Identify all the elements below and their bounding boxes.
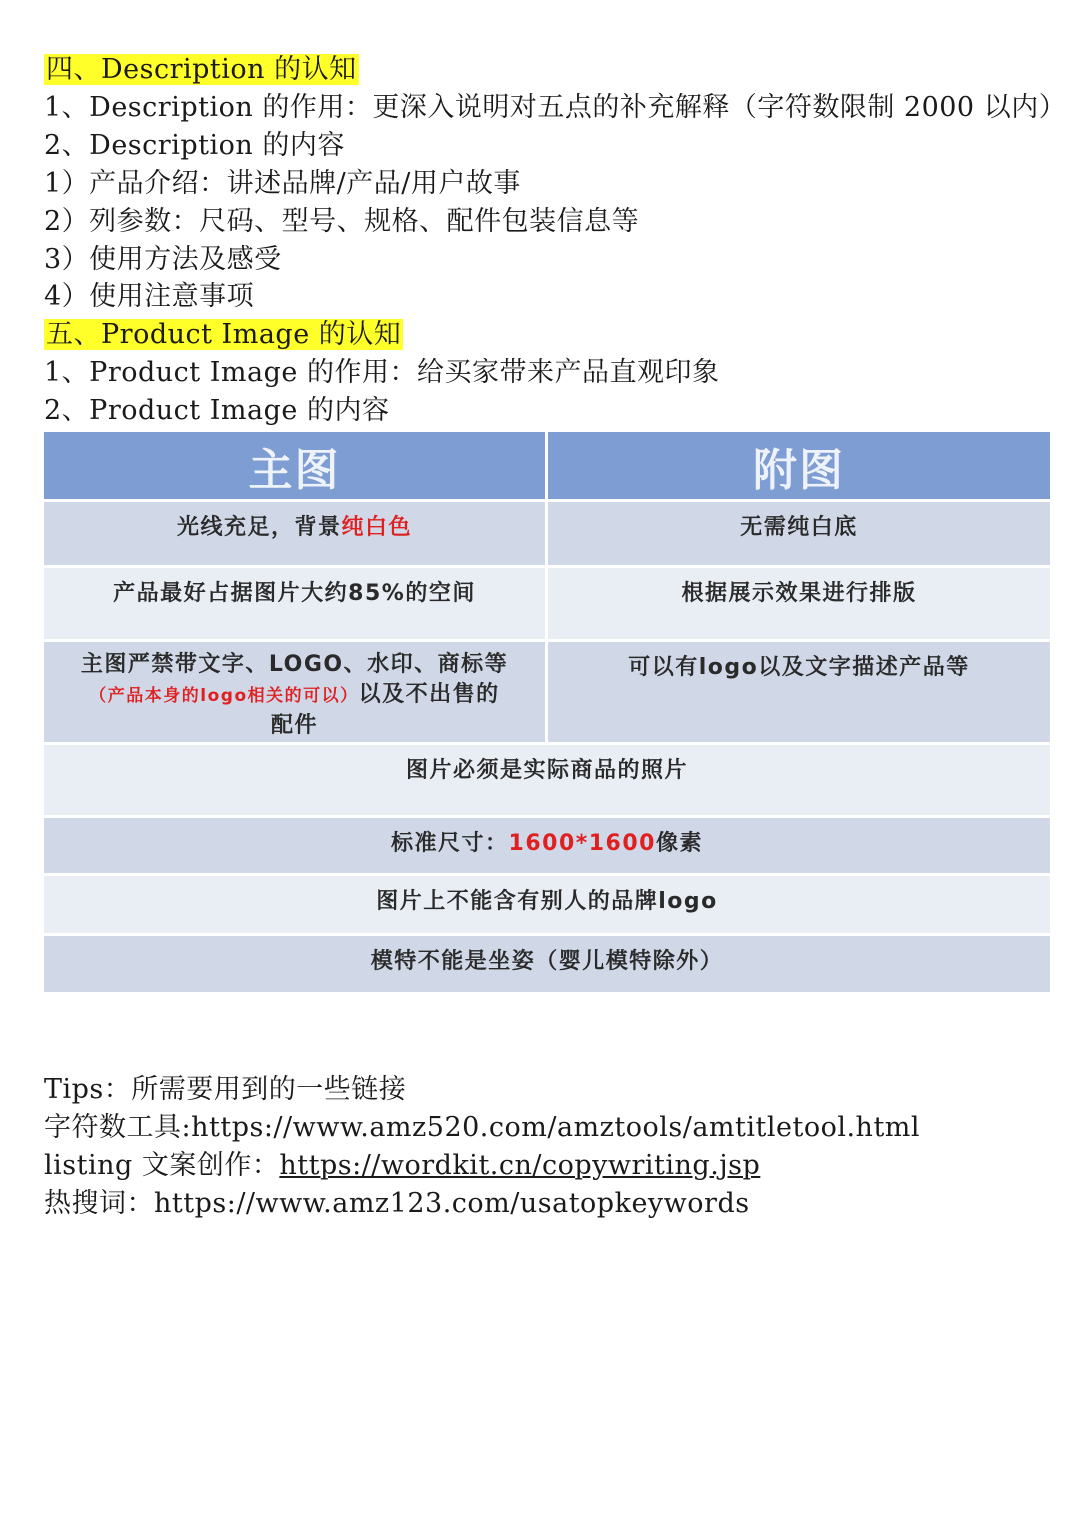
row2-main-cell: 产品最好占据图片大约85%的空间 — [44, 568, 545, 639]
section4-heading: 四、Description 的认知 — [46, 54, 357, 85]
section4-line-4: 2）列参数：尺码、型号、规格、配件包装信息等 — [44, 206, 640, 237]
row1-sub-cell: 无需纯白底 — [548, 502, 1050, 565]
row4-cell: 图片必须是实际商品的照片 — [44, 745, 1050, 815]
image-rules-table — [44, 432, 1050, 992]
row2-sub-cell: 根据展示效果进行排版 — [548, 568, 1050, 639]
row3-main-cell: 主图严禁带文字、LOGO、水印、商标等 （产品本身的logo相关的可以）以及不出售的 配件 — [44, 642, 545, 742]
section4-line-1: 1、Description 的作用：更深入说明对五点的补充解释（字符数限制 2000 以内） — [44, 92, 1067, 123]
header-main-image: 主图 — [44, 432, 545, 499]
tips-listing-line: listing 文案创作：https://wordkit.cn/copywriting.jsp — [44, 1150, 761, 1181]
row3-sub-cell: 可以有logo以及文字描述产品等 — [548, 642, 1050, 742]
tips-keywords-line: 热搜词：https://www.amz123.com/usatopkeywords — [44, 1188, 750, 1219]
tool-link[interactable]: https://www.amz520.com/amztools/amtitletool.html — [191, 1112, 921, 1143]
section5-line-1: 1、Product Image 的作用：给买家带来产品直观印象 — [44, 357, 720, 388]
section5-line-2: 2、Product Image 的内容 — [44, 395, 390, 426]
section4-line-5: 3）使用方法及感受 — [44, 244, 282, 275]
section4-line-6: 4）使用注意事项 — [44, 281, 255, 312]
row6-cell: 图片上不能含有别人的品牌logo — [44, 876, 1050, 933]
row7-cell: 模特不能是坐姿（婴儿模特除外） — [44, 936, 1050, 992]
listing-link[interactable]: https://wordkit.cn/copywriting.jsp — [279, 1150, 761, 1181]
row1-main-cell: 光线充足，背景纯白色 — [44, 502, 545, 565]
keywords-link[interactable]: https://www.amz123.com/usatopkeywords — [154, 1188, 750, 1219]
row5-cell: 标准尺寸：1600*1600像素 — [44, 818, 1050, 873]
section4-line-3: 1）产品介绍：讲述品牌/产品/用户故事 — [44, 168, 521, 199]
tips-tool-line: 字符数工具:https://www.amz520.com/amztools/amtitletool.html — [44, 1112, 921, 1143]
header-secondary-image: 附图 — [548, 432, 1050, 499]
tips-title: Tips：所需要用到的一些链接 — [44, 1074, 407, 1105]
section4-line-2: 2、Description 的内容 — [44, 130, 345, 161]
section5-heading: 五、Product Image 的认知 — [46, 319, 402, 350]
